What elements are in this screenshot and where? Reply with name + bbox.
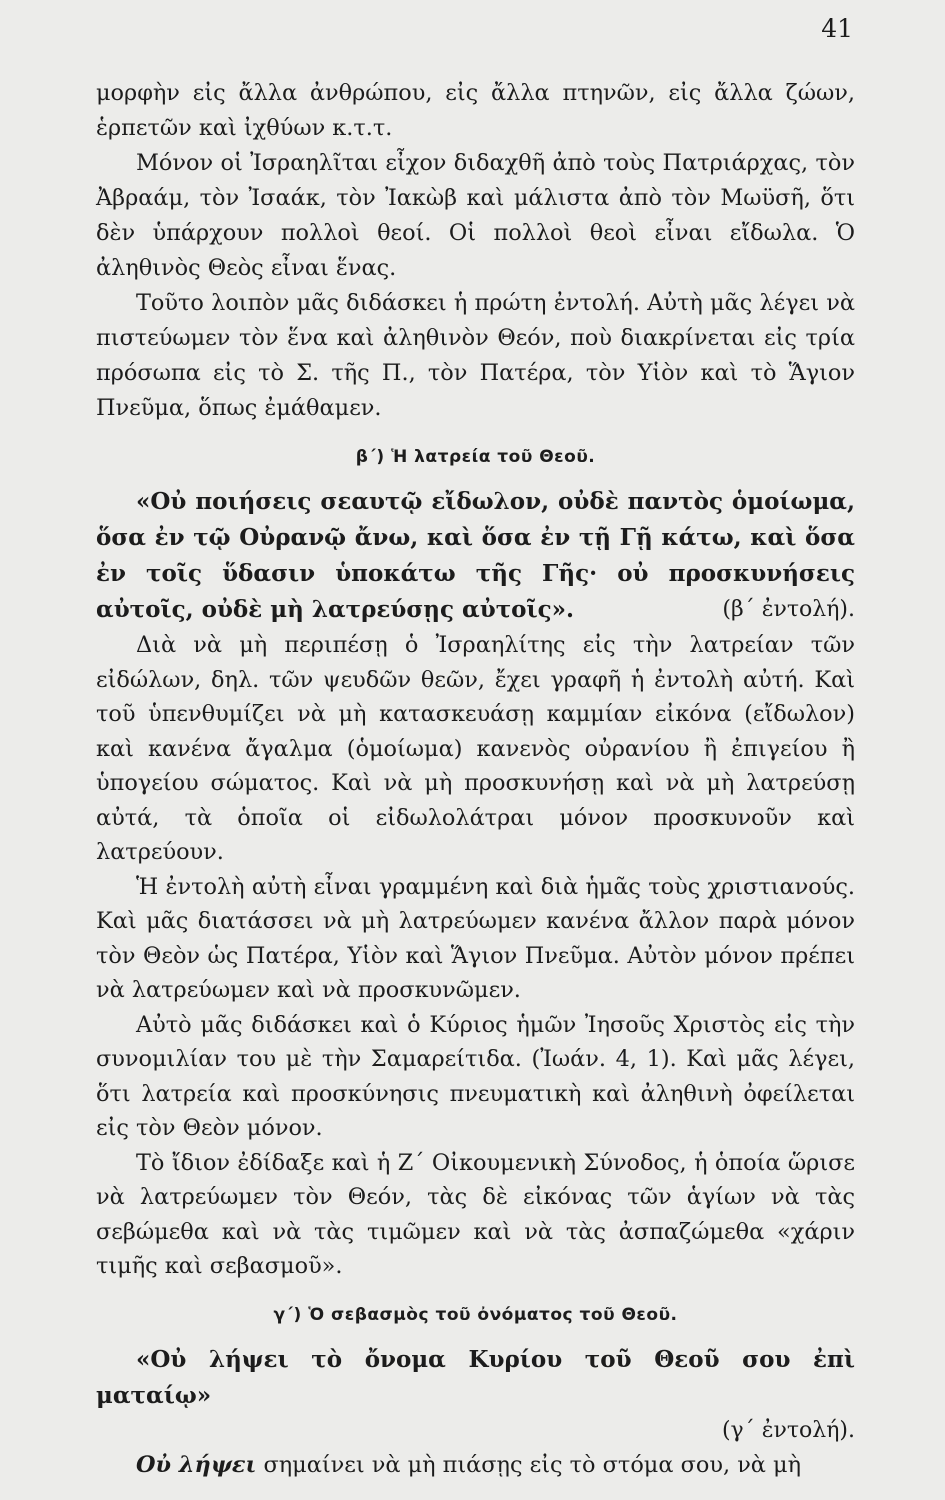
section-title-b: β΄) Ἡ λατρεία τοῦ Θεοῦ. [355,447,596,467]
page-number: 41 [821,14,853,43]
paragraph: Ἡ ἐντολὴ αὐτὴ εἶναι γραμμένη καὶ διὰ ἡμᾶς τοὺς χριστιανούς. Καὶ μᾶς διατάσσει νὰ μὴ λατρεύωμεν κανένα ἄλλον παρὰ μόνον τὸν Θεὸν ὡς Πατέρα, Υἱὸν καὶ Ἅγιον Πνεῦμα. Αὐτὸν μόνον πρέπει νὰ λατρεύωμεν καὶ νὰ προσκυνῶμεν. [96,873,855,1003]
paragraph [96,1448,855,1483]
paragraph: Τὸ ἴδιον ἐδίδαξε καὶ ἡ Ζ΄ Οἰκουμενικὴ Σύνοδος, ἡ ὁποία ὥρισε νὰ λατρεύωμεν τὸν Θεόν, τὰς δὲ εἰκόνας τῶν ἁγίων νὰ τὰς σεβώμεθα καὶ νὰ τὰς τιμῶμεν καὶ νὰ τὰς ἀσπαζώμεθα «χάριν τιμῆς καὶ σεβασμοῦ». [96,1149,855,1279]
commandment-text: «Οὐ λήψει τὸ ὄνομα Κυρίου τοῦ Θεοῦ σου ἐπὶ ματαίῳ» [96,1345,855,1409]
commandment-c [96,1342,855,1414]
commandment-reference: (γ΄ ἐντολή). [721,1417,855,1443]
commandment-text: «Οὐ ποιήσεις σεαυτῷ εἴδωλον, οὐδὲ παντὸς ὁμοίωμα, ὅσα ἐν τῷ Οὐρανῷ ἄνω, καὶ ὅσα ἐν τῇ Γῇ κάτω, καὶ ὅσα ἐν τοῖς ὕδασιν ὑποκάτω τῆς Γῆς· οὐ προσκυνήσεις αὐτοῖς, οὐδὲ μὴ λατρεύσῃς αὐτοῖς». [96,488,855,623]
page-body [96,76,855,1483]
section-title-c: γ΄) Ὁ σεβασμὸς τοῦ ὀνόματος τοῦ Θεοῦ. [273,1304,678,1325]
emphasis-lead: Οὐ λήψει [136,1451,257,1478]
commandment-b [96,484,855,628]
paragraph: Μόνον οἱ Ἰσραηλῖται εἶχον διδαχθῆ ἀπὸ τοὺς Πατριάρχας, τὸν Ἀβραάμ, τὸν Ἰσαάκ, τὸν Ἰακὼβ καὶ μάλιστα ἀπὸ τὸν Μωϋσῆ, ὅτι δὲν ὑπάρχουν πολλοὶ θεοί. Οἱ πολλοὶ θεοὶ εἶναι εἴδωλα. Ὁ ἀληθινὸς Θεὸς εἶναι ἕνας. [96,150,855,281]
paragraph: Αὐτὸ μᾶς διδάσκει καὶ ὁ Κύριος ἡμῶν Ἰησοῦς Χριστὸς εἰς τὴν συνομιλίαν του μὲ τὴν Σαμαρείτιδα. (Ἰωάν. 4, 1). Καὶ μᾶς λέγει, ὅτι λατρεία καὶ προσκύνησις πνευματικὴ καὶ ἀληθινὴ ὀφείλεται εἰς τὸν Θεὸν μόνον. [96,1011,855,1141]
paragraph: Τοῦτο λοιπὸν μᾶς διδάσκει ἡ πρώτη ἐντολή. Αὐτὴ μᾶς λέγει νὰ πιστεύωμεν τὸν ἕνα καὶ ἀληθινὸν Θεόν, ποὺ διακρίνεται εἰς τρία πρόσωπα εἰς τὸ Σ. τῆς Π., τὸν Πατέρα, τὸν Υἱὸν καὶ τὸ Ἅγιον Πνεῦμα, ὅπως ἐμάθαμεν. [96,290,855,421]
commandment-reference: (β΄ ἐντολή). [722,597,855,622]
paragraph: μορφὴν εἰς ἄλλα ἀνθρώπου, εἰς ἄλλα πτηνῶν, εἰς ἄλλα ζώων, ἑρπετῶν καὶ ἰχθύων κ.τ.τ. [96,80,855,141]
paragraph-text: σημαίνει νὰ μὴ πιάσῃς εἰς τὸ στόμα σου, νὰ μὴ [256,1451,802,1478]
paragraph: Διὰ νὰ μὴ περιπέσῃ ὁ Ἰσραηλίτης εἰς τὴν λατρείαν τῶν εἰδώλων, δηλ. τῶν ψευδῶν θεῶν, ἔχει γραφῆ ἡ ἐντολὴ αὐτή. Καὶ τοῦ ὑπενθυμίζει νὰ μὴ κατασκευάσῃ καμμίαν εἰκόνα (εἴδωλον) καὶ κανένα ἄγαλμα (ὁμοίωμα) κανενὸς οὐρανίου ἢ ἐπιγείου ἢ ὑπογείου σώματος. Καὶ νὰ μὴ προσκυνήσῃ καὶ νὰ μὴ λατρεύσῃ αὐτά, τὰ ὁποῖα οἱ εἰδωλολάτραι μόνον προσκυνοῦν καὶ λατρεύουν. [96,632,855,865]
